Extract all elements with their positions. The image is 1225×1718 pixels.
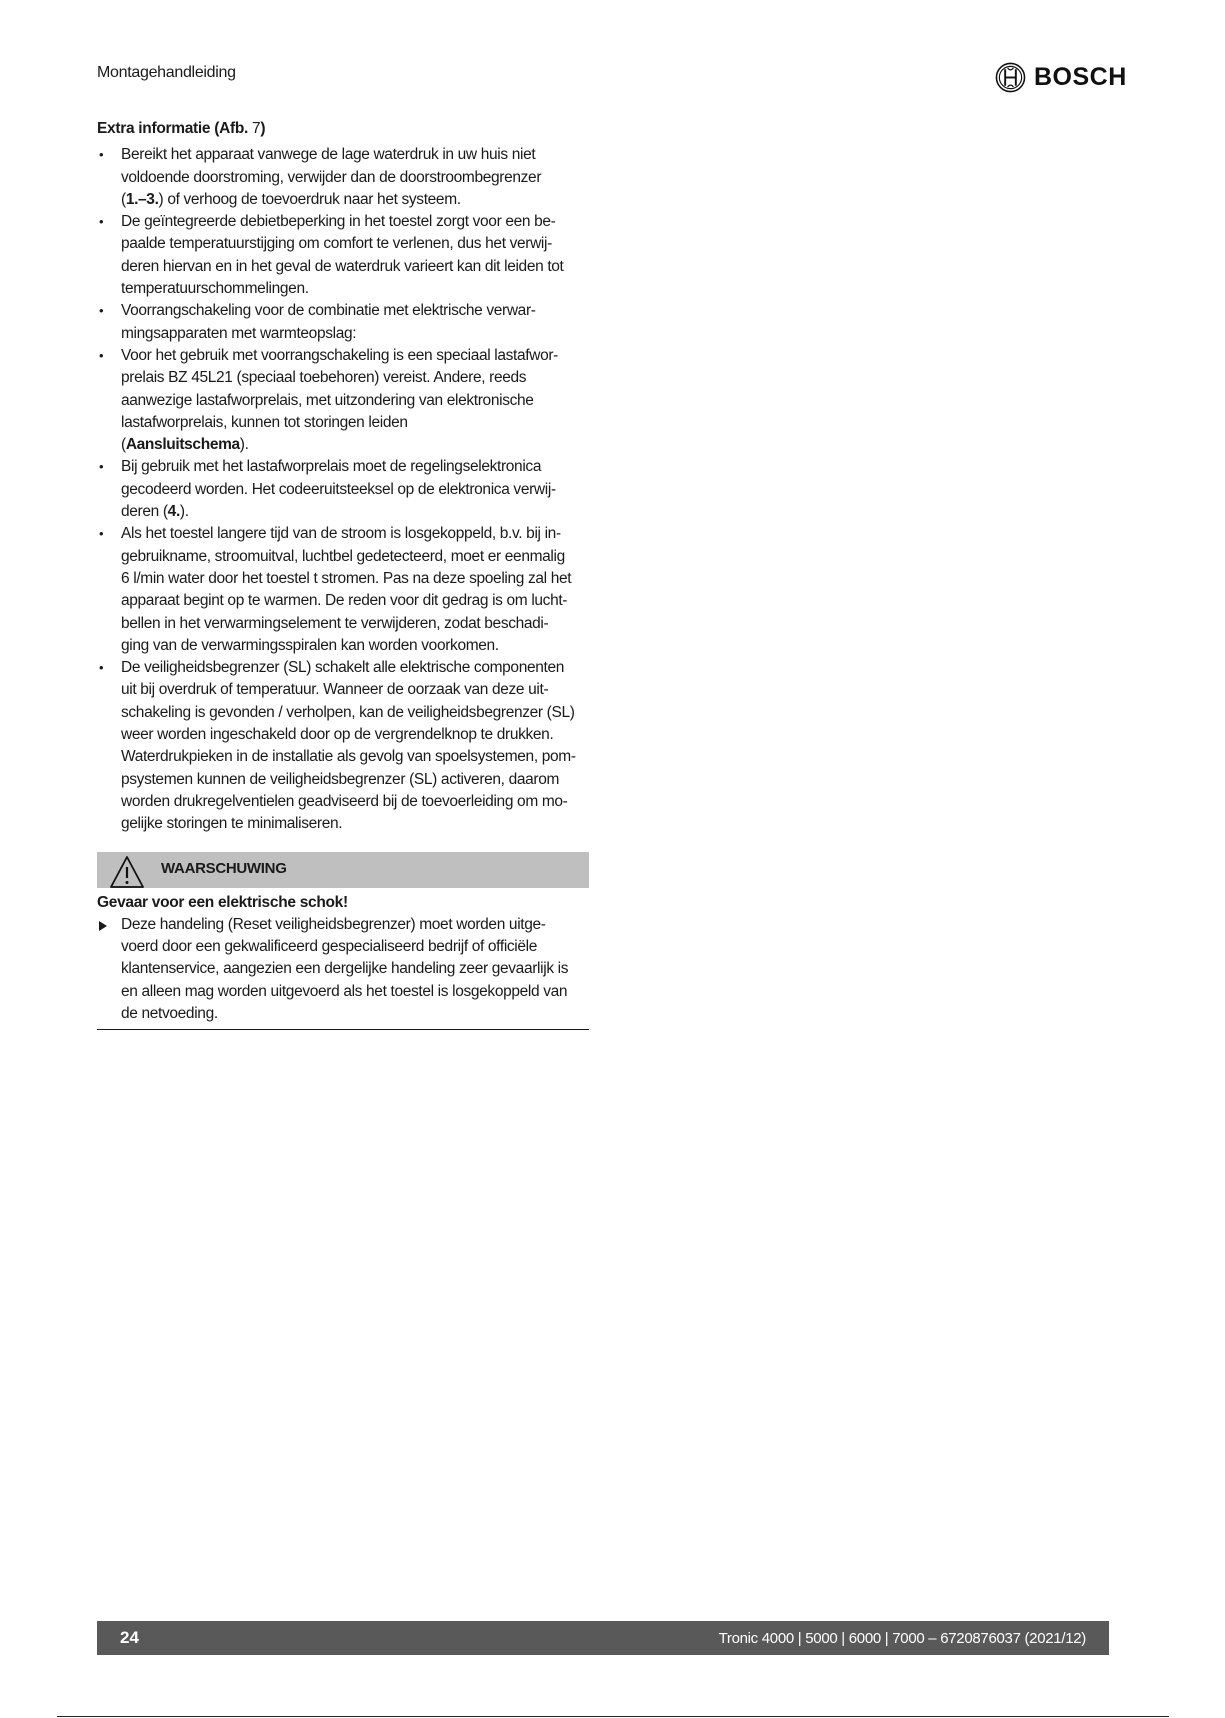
line: De veiligheidsbegrenzer (SL) schakelt alle elektrische componenten xyxy=(121,659,565,677)
line: bellen in het verwarmingselement te verwijderen, zodat beschadi- xyxy=(121,614,549,632)
line: worden drukregelventielen geadviseerd bij de toevoerleiding om mo- xyxy=(121,792,568,810)
list-item xyxy=(97,456,589,523)
line: ging van de verwarmingsspiralen kan worden voorkomen. xyxy=(121,636,499,654)
line: De geïntegreerde debietbeperking in het toestel zorgt voor een be- xyxy=(121,213,556,231)
line: paalde temperatuurstijging om comfort te verlenen, dus het verwij- xyxy=(121,235,552,253)
line: ). xyxy=(239,436,249,454)
line: schakeling is gevonden / verholpen, kan de veiligheidsbegrenzer (SL) xyxy=(121,703,575,721)
brand-wordmark: BOSCH xyxy=(1034,62,1127,91)
heading-close-paren: ) xyxy=(260,120,266,137)
heading-text: Extra informatie (Afb. xyxy=(97,120,249,137)
line: temperatuurschommelingen. xyxy=(121,280,309,298)
list-item xyxy=(97,657,589,835)
step-reference: 1.–3. xyxy=(125,190,159,208)
figure-reference: 7 xyxy=(248,120,261,137)
arrow-right-icon xyxy=(99,921,107,931)
list-item xyxy=(97,523,589,657)
line: ) of verhoog de toevoerdruk naar het systeem. xyxy=(158,190,461,208)
bosch-armature-logo-icon xyxy=(995,62,1026,93)
line: psystemen kunnen de veiligheidsbegrenzer (SL) activeren, daarom xyxy=(121,770,560,788)
line: en alleen mag worden uitgevoerd als het toestel is losgekoppeld van xyxy=(121,982,568,1000)
page-number: 24 xyxy=(120,1628,139,1647)
line: ). xyxy=(179,503,189,521)
line: ( xyxy=(121,190,126,208)
page-edge-divider xyxy=(57,1716,1169,1717)
list-item xyxy=(97,300,589,345)
line: Als het toestel langere tijd van de stroom is losgekoppeld, b.v. bij in- xyxy=(121,525,561,543)
line: Voor het gebruik met voorrangschakeling is een speciaal lastafwor- xyxy=(121,346,558,364)
safety-instruction xyxy=(97,914,589,1030)
document-type-header: Montagehandleiding xyxy=(97,64,236,81)
line: Voorrangschakeling voor de combinatie met elektrische verwar- xyxy=(121,302,536,320)
line: deren ( xyxy=(121,503,168,521)
line: de netvoeding. xyxy=(121,1004,218,1022)
line: mingsapparaten met warmteopslag: xyxy=(121,324,357,342)
list-item xyxy=(97,144,589,211)
line: apparaat begint op te warmen. De reden voor dit gedrag is om lucht- xyxy=(121,592,568,610)
line: voldoende doorstroming, verwijder dan de doorstroombegrenzer xyxy=(121,168,542,186)
line: gebruikname, stroomuitval, luchtbel gedetecteerd, moet er eenmalig xyxy=(121,547,565,565)
danger-title: Gevaar voor een elektrische schok! xyxy=(97,893,348,911)
warning-banner xyxy=(97,852,589,888)
line: voerd door een gekwalificeerd gespecialiseerd bedrijf of officiële xyxy=(121,938,538,956)
line: Waterdrukpieken in de installatie als gevolg van spoelsystemen, pom- xyxy=(121,748,576,766)
line: ( xyxy=(121,436,126,454)
line: Bereikt het apparaat vanwege de lage waterdruk in uw huis niet xyxy=(121,146,536,164)
list-item xyxy=(97,345,589,456)
main-column xyxy=(97,118,589,1030)
page-footer xyxy=(97,1621,1109,1655)
step-reference: 4. xyxy=(167,503,180,521)
line: aanwezige lastafworprelais, met uitzondering van elektronische xyxy=(121,391,534,409)
line: Deze handeling (Reset veiligheidsbegrenzer) moet worden uitge- xyxy=(121,915,546,933)
line: 6 l/min water door het toestel t stromen. Pas na deze spoeling zal het xyxy=(121,569,572,587)
line: prelais BZ 45L21 (speciaal toebehoren) vereist. Andere, reeds xyxy=(121,369,527,387)
line: gelijke storingen te minimaliseren. xyxy=(121,815,343,833)
line: klantenservice, aangezien een dergelijke handeling zeer gevaarlijk is xyxy=(121,960,569,978)
line: Bij gebruik met het lastafworprelais moet de regelingselektronica xyxy=(121,458,542,476)
line: deren hiervan en in het geval de waterdruk varieert kan dit leiden tot xyxy=(121,257,564,275)
line: gecodeerd worden. Het codeeruitsteeksel op de elektronica verwij- xyxy=(121,480,556,498)
brand-logo xyxy=(995,61,1127,93)
section-heading xyxy=(97,118,589,140)
list-item xyxy=(97,211,589,300)
info-bullet-list xyxy=(97,144,589,835)
line: uit bij overdruk of temperatuur. Wanneer de oorzaak van deze uit- xyxy=(121,681,549,699)
line: lastafworprelais, kunnen tot storingen leiden xyxy=(121,413,408,431)
warning-triangle-icon xyxy=(109,855,145,889)
line: weer worden ingeschakeld door op de vergrendelknop te drukken. xyxy=(121,726,554,744)
document-info: Tronic 4000 | 5000 | 6000 | 7000 – 6720876037 (2021/12) xyxy=(718,1629,1086,1647)
warning-label: WAARSCHUWING xyxy=(161,860,287,878)
diagram-reference: Aansluitschema xyxy=(125,436,240,454)
